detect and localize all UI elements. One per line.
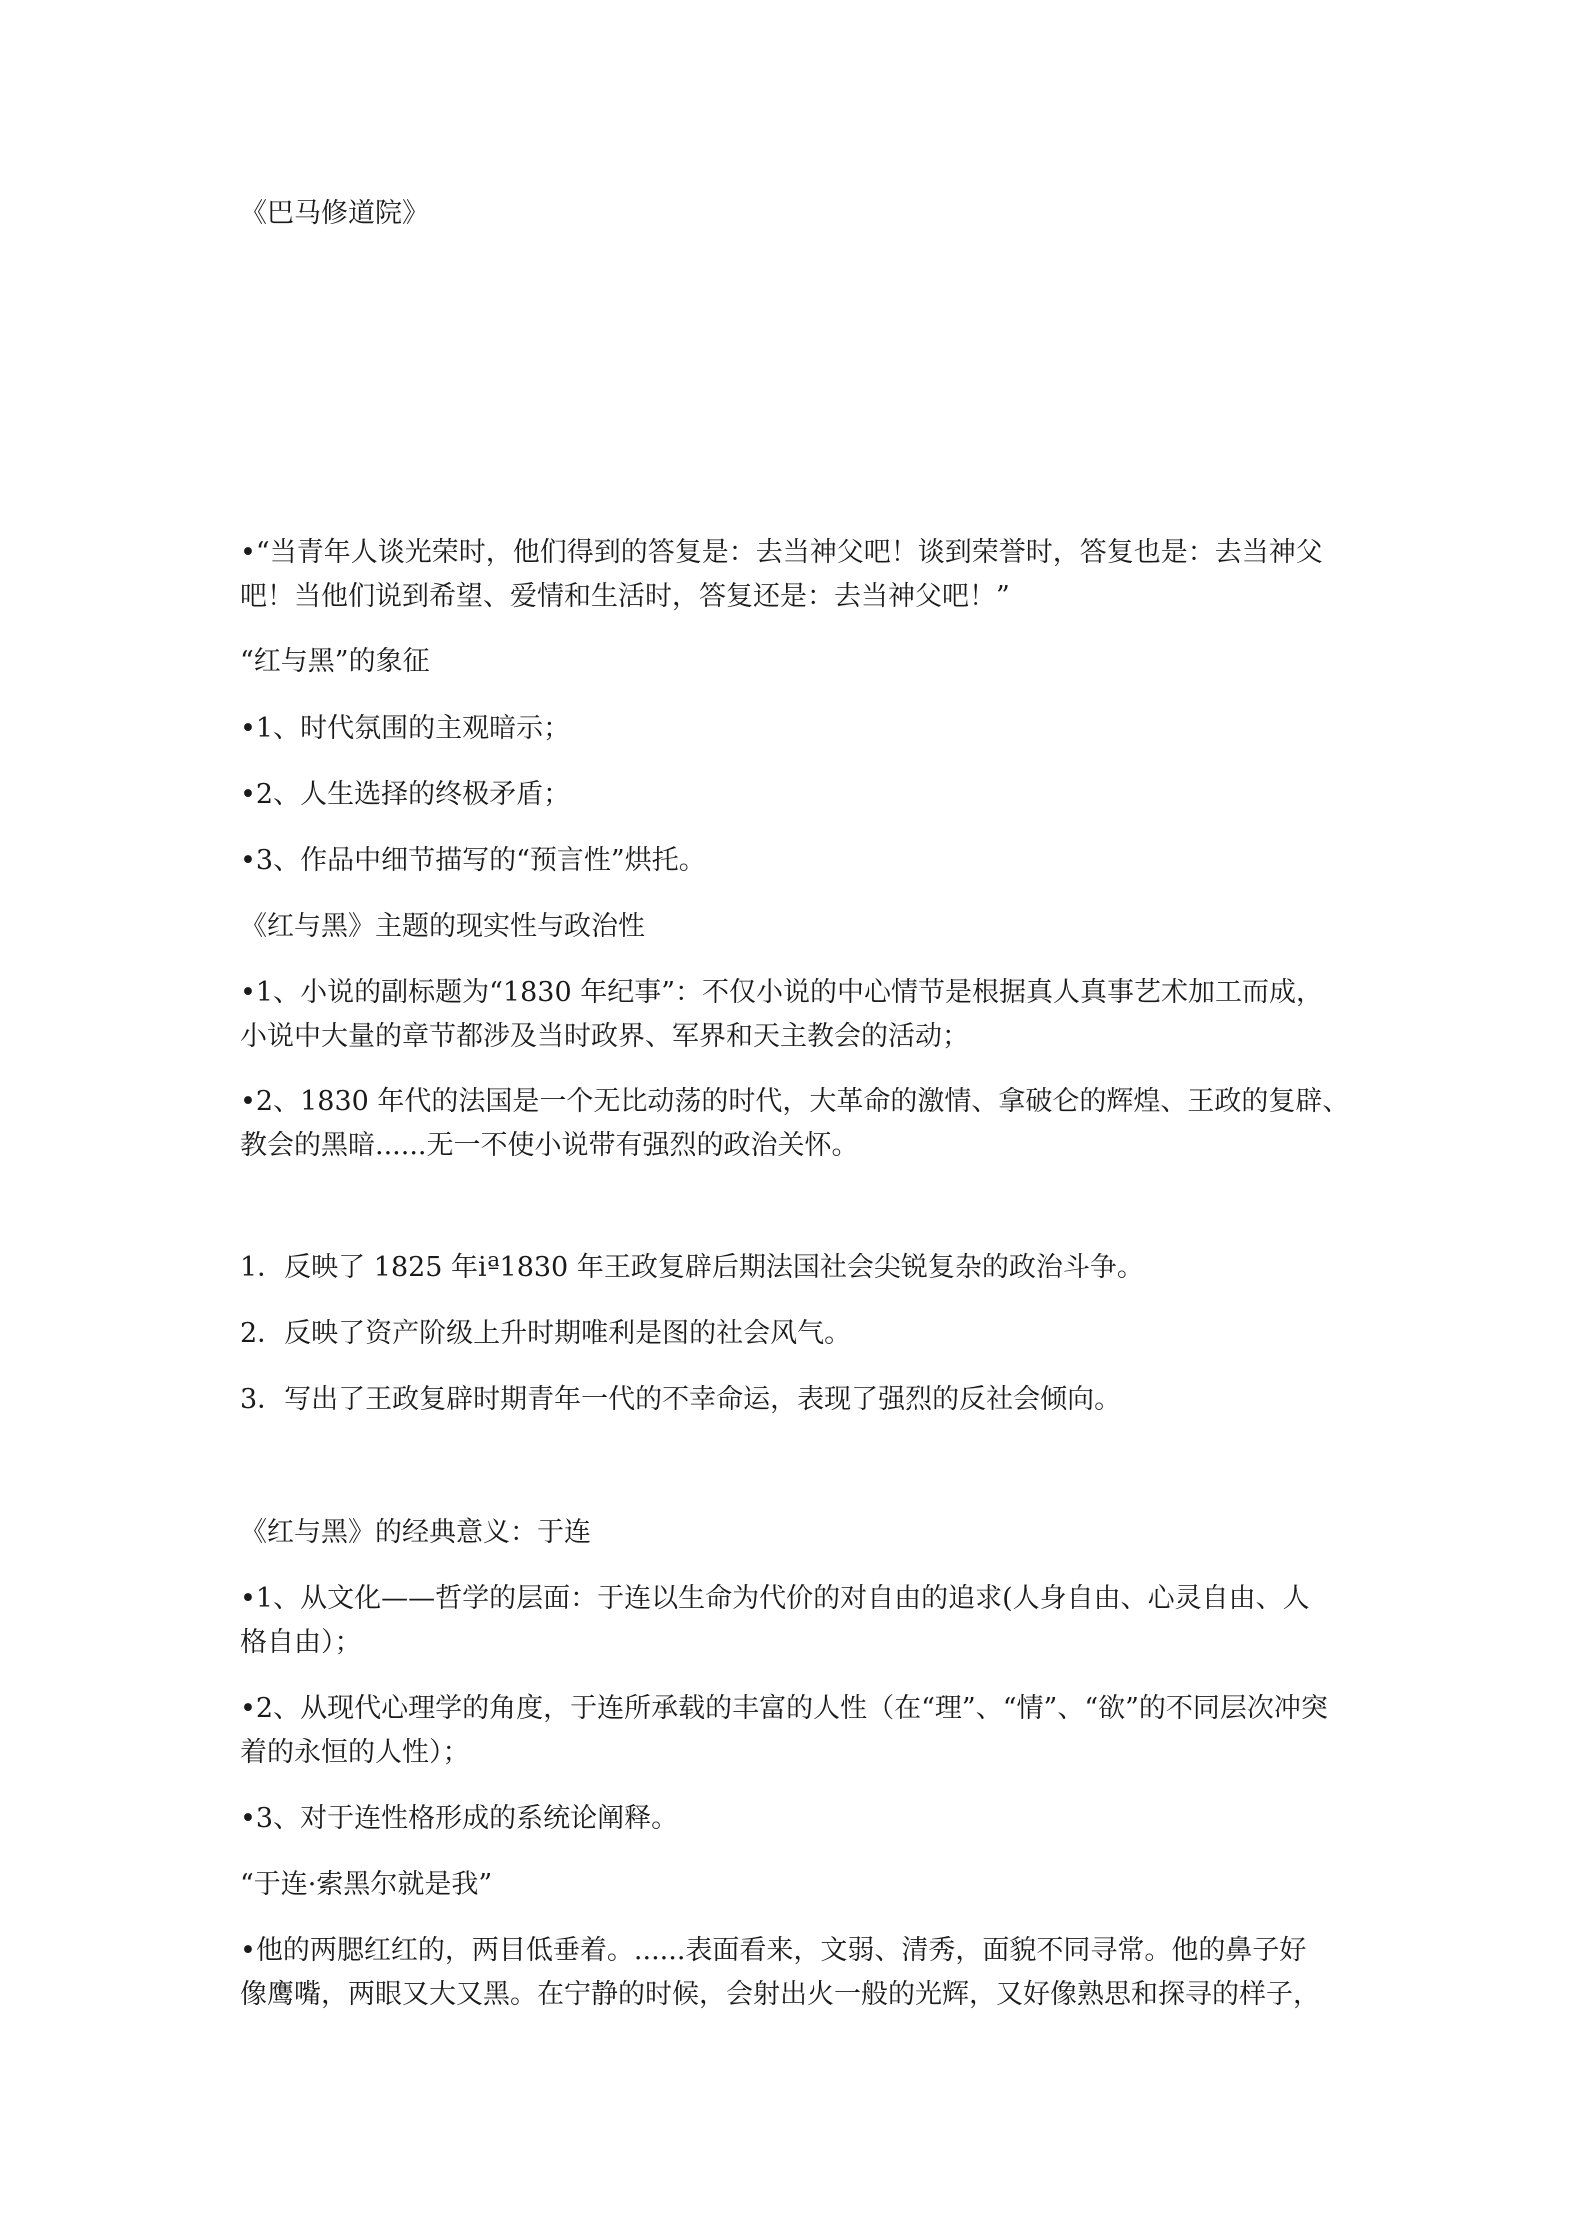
list-item: •1、小说的副标题为“1830 年纪事”：不仅小说的中心情节是根据真人真事艺术加工而成， — [240, 977, 1324, 1008]
list-item: •1、时代氛围的主观暗示； — [240, 713, 571, 744]
list-item: 着的永恒的人性）； — [240, 1737, 470, 1768]
section-heading: 《红与黑》的经典意义：于连 — [240, 1517, 591, 1548]
numbered-point: 1．反映了 1825 年iª1830 年王政复辟后期法国社会尖锐复杂的政治斗争。 — [240, 1252, 1144, 1283]
quote-line: 吧！当他们说到希望、爱情和生活时，答复还是：去当神父吧！” — [240, 581, 1010, 612]
list-item: •3、对于连性格形成的系统论阐释。 — [240, 1803, 679, 1834]
paragraph-line: 像鹰嘴，两眼又大又黑。在宁静的时候，会射出火一般的光辉，又好像熟思和探寻的样子， — [240, 1979, 1320, 2010]
list-item: •1、从文化——哲学的层面：于连以生命为代价的对自由的追求(人身自由、心灵自由、人 — [240, 1583, 1310, 1614]
list-item: •2、从现代心理学的角度，于连所承载的丰富的人性（在“理”、“情”、“欲”的不同层次冲突 — [240, 1693, 1328, 1724]
list-item: •2、人生选择的终极矛盾； — [240, 779, 571, 810]
numbered-point: 3．写出了王政复辟时期青年一代的不幸命运，表现了强烈的反社会倾向。 — [240, 1384, 1122, 1415]
quote-line: •“当青年人谈光荣时，他们得到的答复是：去当神父吧！谈到荣誉时，答复也是：去当神父 — [240, 537, 1323, 568]
document-title: 《巴马修道院》 — [240, 198, 429, 229]
list-item: 小说中大量的章节都涉及当时政界、军界和天主教会的活动； — [240, 1021, 969, 1052]
section-heading: “于连·索黑尔就是我” — [240, 1869, 493, 1900]
section-heading: “红与黑”的象征 — [240, 646, 430, 677]
paragraph-line: •他的两腮红红的，两目低垂着。......表面看来，文弱、清秀，面貌不同寻常。他的鼻子好 — [240, 1935, 1307, 1966]
list-item: 教会的黑暗......无一不使小说带有强烈的政治关怀。 — [240, 1130, 859, 1161]
list-item: •2、1830 年代的法国是一个无比动荡的时代，大革命的激情、拿破仑的辉煌、王政的复辟、 — [240, 1086, 1350, 1117]
section-heading: 《红与黑》主题的现实性与政治性 — [240, 911, 645, 942]
list-item: 格自由）； — [240, 1627, 362, 1658]
list-item: •3、作品中细节描写的“预言性”烘托。 — [240, 845, 706, 876]
numbered-point: 2．反映了资产阶级上升时期唯利是图的社会风气。 — [240, 1318, 852, 1349]
